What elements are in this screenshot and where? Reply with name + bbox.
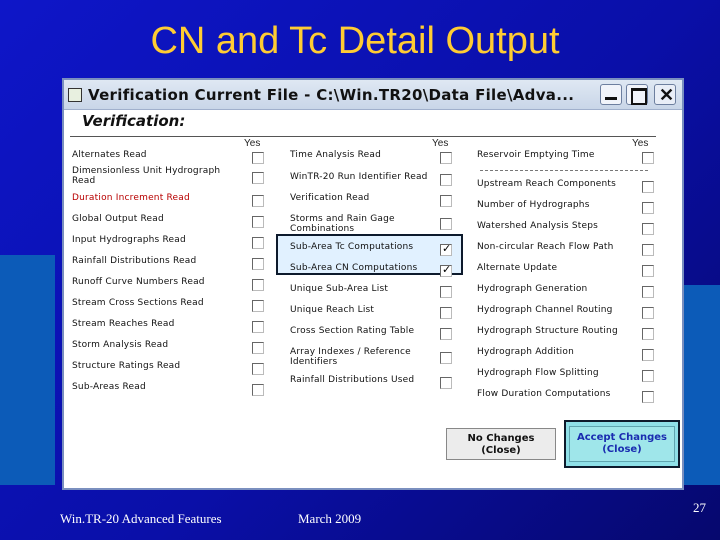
checkbox[interactable] (440, 377, 452, 389)
checkbox[interactable] (642, 223, 654, 235)
checkbox[interactable] (642, 181, 654, 193)
row-label: Structure Ratings Read (72, 361, 181, 371)
row-label: Rainfall Distributions Used (290, 375, 415, 385)
checkbox[interactable] (440, 328, 452, 340)
yes-header-col2: Yes (432, 138, 449, 149)
row-label: Number of Hydrographs (477, 200, 590, 210)
checkbox[interactable] (252, 195, 264, 207)
window-title: Verification Current File - C:\Win.TR20\Data File\Adva... (88, 86, 575, 104)
checkbox[interactable] (642, 391, 654, 403)
row-label: Hydrograph Addition (477, 347, 574, 357)
row-label: Cross Section Rating Table (290, 326, 415, 336)
row-label: Sub-Areas Read (72, 382, 146, 392)
row-label: Unique Sub-Area List (290, 284, 389, 294)
checkbox[interactable] (642, 202, 654, 214)
page-number: 27 (693, 500, 706, 515)
row-label: Hydrograph Structure Routing (477, 326, 618, 336)
row-label: Sub-Area Tc Computations (290, 242, 414, 252)
row-label: Storm Analysis Read (72, 340, 169, 350)
close-button[interactable] (654, 84, 676, 105)
checkbox[interactable] (252, 216, 264, 228)
section-label: Verification: (82, 112, 186, 130)
accept-changes-button[interactable]: Accept Changes (Close) (569, 426, 675, 462)
checkbox[interactable] (252, 363, 264, 375)
checkbox-checked[interactable] (440, 244, 452, 256)
yes-header-col1: Yes (244, 138, 261, 149)
row-label: Runoff Curve Numbers Read (72, 277, 205, 287)
checkbox[interactable] (642, 152, 654, 164)
row-label: Array Indexes / Reference Identifiers (290, 347, 411, 367)
app-icon (68, 88, 82, 102)
row-label: Flow Duration Computations (477, 389, 611, 399)
checkbox[interactable] (252, 279, 264, 291)
window-titlebar[interactable] (64, 80, 682, 110)
checkbox[interactable] (642, 244, 654, 256)
checkbox[interactable] (440, 286, 452, 298)
checkbox[interactable] (252, 300, 264, 312)
checkbox[interactable] (440, 218, 452, 230)
close-icon: ✕ (659, 85, 675, 105)
footer-date: March 2009 (298, 511, 362, 526)
row-label: Verification Read (290, 193, 370, 203)
row-label: Hydrograph Generation (477, 284, 588, 294)
checkbox[interactable] (252, 152, 264, 164)
row-label: Storms and Rain Gage Combinations (290, 214, 395, 234)
yes-header-col3: Yes (632, 138, 649, 149)
checkbox-checked[interactable] (440, 265, 452, 277)
checkbox[interactable] (440, 152, 452, 164)
row-label: Reservoir Emptying Time (477, 150, 595, 160)
row-label: Alternates Read (72, 150, 147, 160)
checkbox[interactable] (642, 265, 654, 277)
checkbox[interactable] (440, 352, 452, 364)
row-label: Upstream Reach Components (477, 179, 617, 189)
dashed-separator (480, 170, 648, 171)
row-label: Watershed Analysis Steps (477, 221, 599, 231)
checkbox[interactable] (252, 258, 264, 270)
row-label: Hydrograph Channel Routing (477, 305, 613, 315)
maximize-button[interactable] (626, 84, 648, 105)
checkbox[interactable] (252, 237, 264, 249)
checkbox[interactable] (252, 321, 264, 333)
row-label: Alternate Update (477, 263, 558, 273)
checkbox[interactable] (440, 195, 452, 207)
row-label: Time Analysis Read (290, 150, 382, 160)
row-label: Unique Reach List (290, 305, 375, 315)
no-changes-button[interactable]: No Changes (Close) (446, 428, 556, 460)
row-label: Hydrograph Flow Splitting (477, 368, 599, 378)
decorative-left-band (0, 255, 55, 485)
row-label: Input Hydrographs Read (72, 235, 186, 245)
row-label: Dimensionless Unit Hydrograph Read (72, 166, 221, 186)
checkbox[interactable] (252, 172, 264, 184)
footer-title: Win.TR-20 Advanced Features (60, 511, 222, 526)
row-label: Rainfall Distributions Read (72, 256, 197, 266)
checkbox[interactable] (252, 342, 264, 354)
decorative-right-band (680, 285, 720, 485)
row-label: Global Output Read (72, 214, 164, 224)
checkbox[interactable] (252, 384, 264, 396)
verification-window (62, 78, 684, 490)
checkbox[interactable] (440, 174, 452, 186)
row-label: WinTR-20 Run Identifier Read (290, 172, 428, 182)
minimize-button[interactable] (600, 84, 622, 105)
checkbox[interactable] (642, 328, 654, 340)
row-label: Duration Increment Read (72, 193, 190, 203)
checkbox[interactable] (642, 349, 654, 361)
checkbox[interactable] (642, 307, 654, 319)
row-label: Non-circular Reach Flow Path (477, 242, 614, 252)
checkbox[interactable] (642, 286, 654, 298)
row-label: Stream Cross Sections Read (72, 298, 204, 308)
section-divider (70, 136, 656, 137)
accept-changes-highlight (564, 420, 680, 468)
slide-title: CN and Tc Detail Output (150, 20, 560, 62)
checkbox[interactable] (440, 307, 452, 319)
row-label: Sub-Area CN Computations (290, 263, 418, 273)
row-label: Stream Reaches Read (72, 319, 175, 329)
checkbox[interactable] (642, 370, 654, 382)
